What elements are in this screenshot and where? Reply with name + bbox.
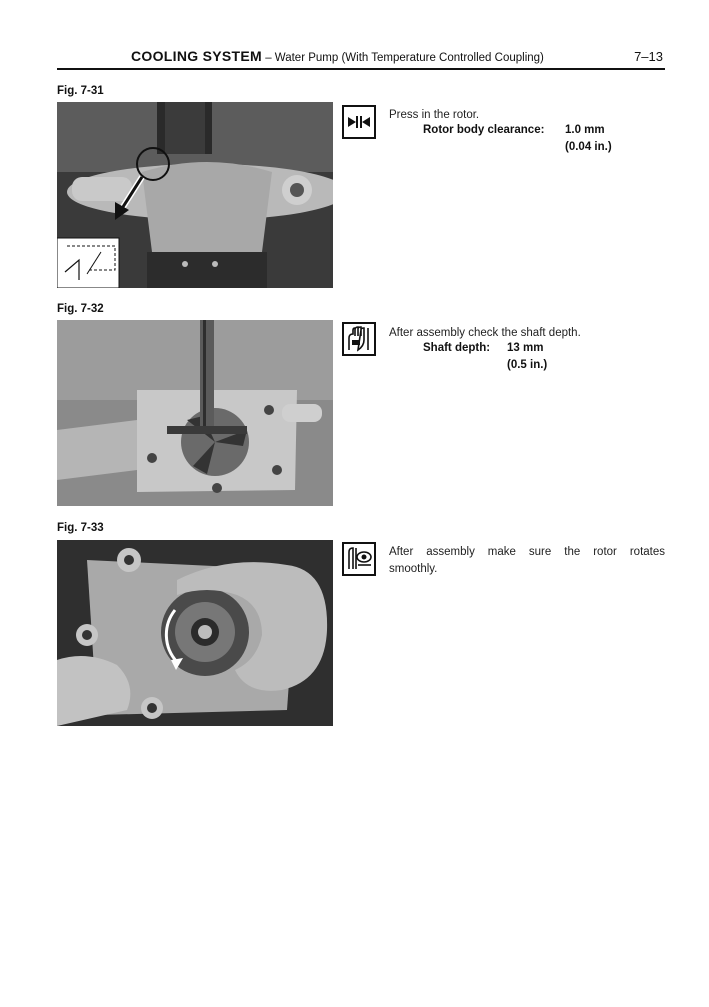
- page-header: [57, 46, 665, 70]
- section-title: [131, 48, 544, 64]
- figure-photo-shaft-depth: [57, 320, 333, 506]
- instruction-text: After assembly make sure the rotor rotates smoothly.: [389, 546, 665, 575]
- figure-label: Fig. 7-32: [57, 303, 104, 315]
- spec-label: Rotor body clearance:: [423, 124, 545, 136]
- page-number: 7–13: [634, 49, 663, 64]
- press-in-icon: [342, 105, 376, 139]
- measure-hand-icon: [342, 322, 376, 356]
- spec-value: 1.0 mm: [565, 124, 605, 136]
- spec-value: 13 mm: [507, 342, 544, 354]
- instruction-text: Press in the rotor.: [389, 109, 480, 121]
- section-title-sub: – Water Pump (With Temperature Controlled Coupling): [262, 52, 544, 64]
- figure-label: Fig. 7-33: [57, 522, 104, 534]
- figure-photo-water-pump-rotor: [57, 102, 333, 288]
- figure-label: Fig. 7-31: [57, 85, 104, 97]
- section-title-main: COOLING SYSTEM: [131, 48, 262, 64]
- spec-value-inches: (0.04 in.): [565, 141, 612, 153]
- figure-photo-rotor-rotation: [57, 540, 333, 726]
- spec-label: Shaft depth:: [423, 342, 491, 354]
- instruction-text: After assembly check the shaft depth.: [389, 327, 581, 339]
- spec-value-inches: (0.5 in.): [507, 359, 548, 371]
- check-inspect-icon: [342, 542, 376, 576]
